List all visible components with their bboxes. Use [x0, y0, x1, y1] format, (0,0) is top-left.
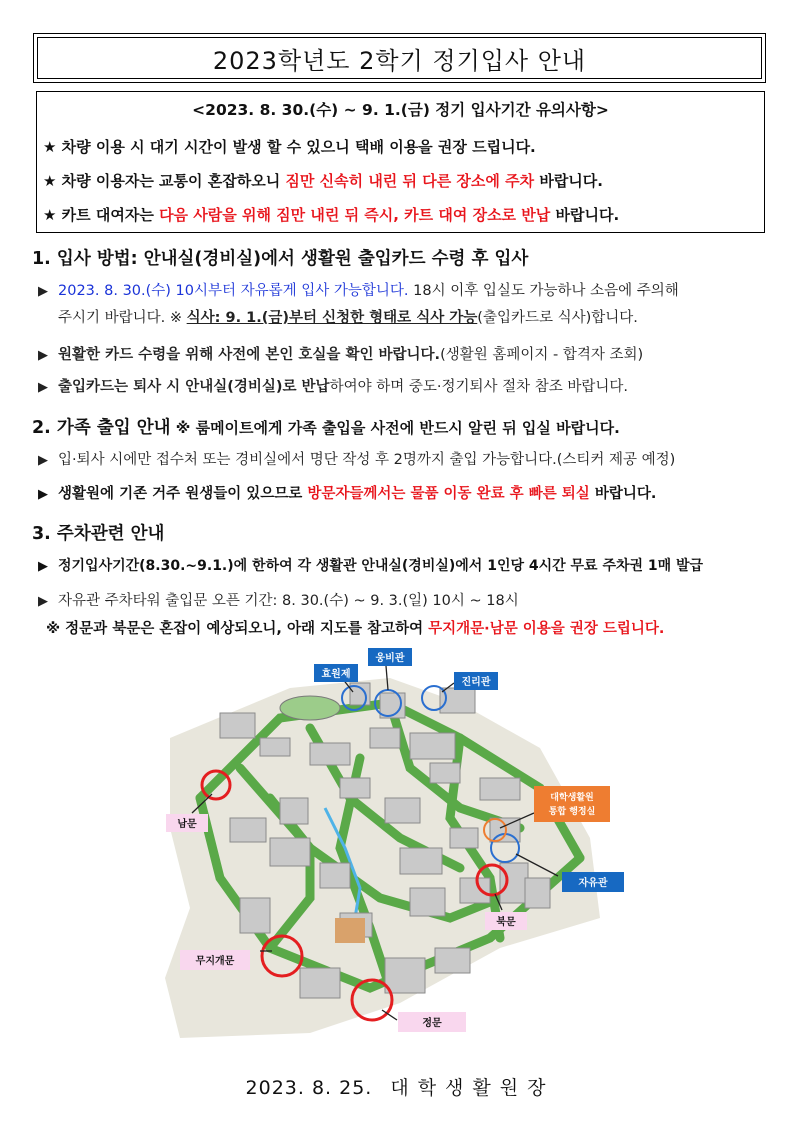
- notice-line-1-text: ★ 차량 이용 시 대기 시간이 발생 할 수 있으니 택배 이용을 권장 드립니다.: [43, 138, 536, 156]
- label-north-gate: 북문: [496, 917, 516, 928]
- notice-heading: <2023. 8. 30.(수) ~ 9. 1.(금) 정기 입사기간 유의사항>: [192, 101, 609, 119]
- notice-line-2: [43, 170, 603, 191]
- bullet-icon: ▶: [38, 453, 48, 468]
- notice-line-2-pre: ★ 차량 이용자는 교통이 혼잡하오니: [43, 172, 286, 190]
- notice-box: [36, 91, 765, 233]
- label-jinri: 진리관: [461, 677, 491, 688]
- section-2-subtitle: ※ 룸메이트에게 가족 출입을 사전에 반드시 알린 뒤 입실 바랍니다.: [170, 419, 620, 437]
- section-1-item-1-line-2-pre: 주시기 바랍니다. ※: [58, 310, 187, 326]
- notice-line-3: [43, 204, 619, 225]
- section-3-heading: 3. 주차관련 안내: [32, 524, 165, 544]
- section-3-note: [46, 617, 664, 638]
- footer-signature: 대학생활원장: [390, 1077, 555, 1099]
- notice-line-2-post: 바랍니다.: [534, 172, 603, 190]
- bullet-icon: ▶: [38, 559, 48, 574]
- section-3-item-2: [38, 589, 519, 610]
- campus-map: [160, 648, 628, 1038]
- footer-date: 2023. 8. 25.: [245, 1077, 373, 1099]
- label-rainbow-gate: 무지개문: [195, 956, 235, 967]
- section-1-item-1-rest: 18시 이후 입실도 가능하나 소음에 주의해: [408, 283, 679, 299]
- label-admin-line-1: 대학생활원: [550, 793, 594, 803]
- bullet-icon: ▶: [38, 284, 48, 299]
- section-1-heading: 1. 입사 방법: 안내실(경비실)에서 생활원 출입카드 수령 후 입사: [32, 249, 529, 269]
- section-2-heading: [32, 414, 620, 439]
- section-1-item-3-rest: 하여야 하며 중도·정기퇴사 절차 참조 바랍니다.: [329, 379, 628, 395]
- section-1-item-1: [38, 279, 679, 300]
- notice-line-3-pre: ★ 카트 대여자는: [43, 206, 160, 224]
- section-2-item-1: [38, 448, 675, 469]
- section-2-title: 2. 가족 출입 안내: [32, 418, 171, 438]
- label-south-gate: 남문: [177, 819, 197, 830]
- section-3-item-2-text: 자유관 주차타워 출입문 오픈 기간: 8. 30.(수) ~ 9. 3.(일) 10시 ~ 18시: [58, 593, 519, 609]
- section-3-note-pre: ※ 정문과 북문은 혼잡이 예상되오니, 아래 지도를 참고하여: [46, 621, 429, 637]
- section-1-item-1-line-2: [58, 306, 638, 327]
- page-title: 2023학년도 2학기 정기입사 안내: [37, 37, 762, 79]
- section-2-item-1-text: 입·퇴사 시에만 접수처 또는 경비실에서 명단 작성 후 2명까지 출입 가능합니다.(스티커 제공 예정): [58, 452, 676, 468]
- footer: [0, 1073, 800, 1100]
- title-box: [33, 33, 766, 83]
- bullet-icon: ▶: [38, 348, 48, 363]
- section-3-item-1: [38, 555, 703, 575]
- bullet-icon: ▶: [38, 594, 48, 609]
- section-2-item-2-red: 방문자들께서는 물품 이동 완료 후 빠른 퇴실: [307, 486, 590, 502]
- plaza: [335, 918, 365, 943]
- label-main-gate: 정문: [422, 1018, 442, 1029]
- section-1-item-3: [38, 375, 628, 396]
- notice-line-3-red: 다음 사람을 위해 짐만 내린 뒤 즉시, 카트 대여 장소로 반납: [159, 206, 551, 224]
- bullet-icon: ▶: [38, 487, 48, 502]
- section-2-item-2-pre: 생활원에 기존 거주 원생들이 있으므로: [58, 486, 308, 502]
- section-1-item-2-rest: (생활원 홈페이지 - 합격자 조회): [440, 347, 644, 363]
- section-1-item-3-bold: 출입카드는 퇴사 시 안내실(경비실)로 반납: [58, 379, 330, 395]
- notice-line-3-post: 바랍니다.: [550, 206, 620, 224]
- section-1-item-2: [38, 343, 643, 364]
- section-1-item-2-bold: 원활한 카드 수령을 위해 사전에 본인 호실을 확인 바랍니다.: [58, 347, 441, 363]
- section-3-item-1-text: 정기입사기간(8.30.~9.1.)에 한하여 각 생활관 안내실(경비실)에서 1인당 4시간 무료 주차권 1매 발급: [58, 558, 704, 574]
- section-2-item-2-post: 바랍니다.: [589, 486, 657, 502]
- label-ungbi: 웅비관: [375, 653, 405, 664]
- label-jayu: 자유관: [578, 878, 608, 889]
- label-admin-line-2: 통합 행정실: [548, 807, 596, 817]
- section-2-item-2: [38, 482, 656, 503]
- notice-line-2-red: 짐만 신속히 내린 뒤 다른 장소에 주차: [285, 172, 535, 190]
- stadium: [280, 696, 340, 720]
- label-hyowon: 효원제: [321, 669, 351, 680]
- meal-notice: 식사: 9. 1.(금)부터 신청한 형태로 식사 가능: [186, 310, 478, 326]
- notice-line-1: [43, 136, 536, 157]
- section-1-item-1-line-2-post: (출입카드로 식사)합니다.: [477, 310, 638, 326]
- section-3-note-red: 무지개문·남문 이용을 권장 드립니다.: [428, 621, 665, 637]
- bullet-icon: ▶: [38, 380, 48, 395]
- section-1-item-1-blue: 2023. 8. 30.(수) 10시부터 자유롭게 입사 가능합니다.: [58, 283, 409, 299]
